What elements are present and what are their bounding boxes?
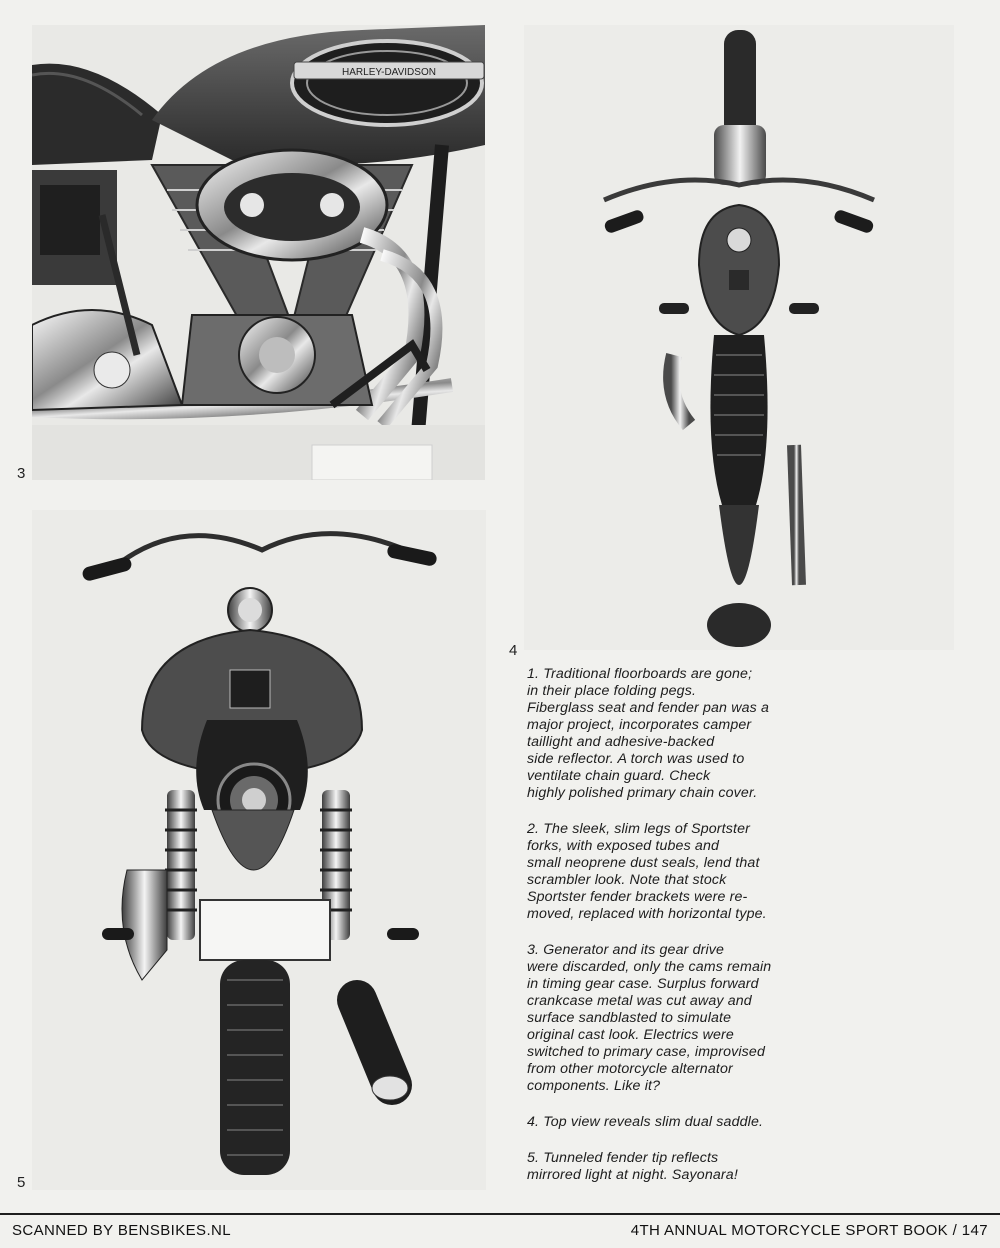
figure-number-3: 3 bbox=[17, 465, 26, 482]
caption-column bbox=[527, 666, 827, 1203]
rear-view-illustration bbox=[32, 510, 486, 1190]
caption-4: 4. Top view reveals slim dual saddle. bbox=[527, 1114, 764, 1130]
figure-number-4: 4 bbox=[509, 642, 518, 659]
photo-top-view bbox=[524, 25, 954, 650]
caption-3: 3. Generator and its gear drive were discarded, only the cams remain in timing gear case. Surplus forward crankcase metal was cut away and surface sandblasted to simulate original cast look. Electrics were switched to primary case, improvised from other motorcycle alternator components. Like it? bbox=[527, 942, 772, 1094]
engine-illustration bbox=[32, 25, 485, 480]
caption-5: 5. Tunneled fender tip reflects mirrored light at night. Sayonara! bbox=[527, 1150, 738, 1183]
scanner-credit: SCANNED BY BENSBIKES.NL bbox=[12, 1222, 231, 1239]
figure-number-5: 5 bbox=[17, 1174, 26, 1191]
photo-engine-closeup bbox=[32, 25, 485, 480]
tank-logo-text: HARLEY-DAVIDSON bbox=[342, 67, 436, 78]
top-view-illustration bbox=[524, 25, 954, 650]
publication-folio: 4TH ANNUAL MOTORCYCLE SPORT BOOK / 147 bbox=[630, 1222, 988, 1239]
photo-rear-view bbox=[32, 510, 486, 1190]
footer-divider bbox=[0, 1213, 1000, 1215]
caption-1: 1. Traditional floorboards are gone; in their place folding pegs. Fiberglass seat and fender pan was a major project, incorporates camper taillight and adhesive-backed side reflector. A torch was used to ventilate chain guard. Check highly polished primary chain cover. bbox=[527, 666, 770, 801]
caption-2: 2. The sleek, slim legs of Sportster forks, with exposed tubes and small neoprene dust seals, lend that scrambler look. Note that stock Sportster fender brackets were re- moved, replaced with horizontal type. bbox=[527, 821, 767, 922]
